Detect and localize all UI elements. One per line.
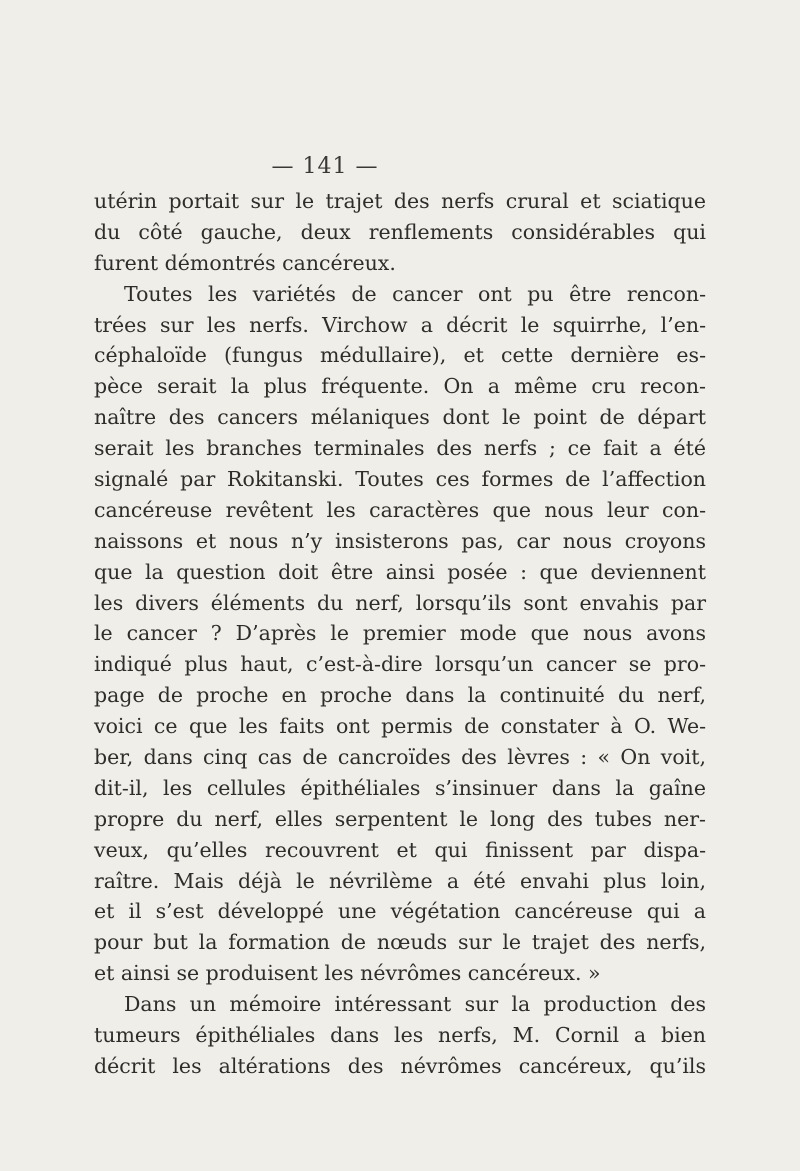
body-text <box>94 186 706 1082</box>
text-line: dit-il, les cellules épithéliales s’insinuer dans la gaîne <box>94 775 706 800</box>
text-line: naître des cancers mélaniques dont le point de départ <box>94 405 706 430</box>
text-line: signalé par Rokitanski. Toutes ces formes de l’affection <box>94 467 706 492</box>
text-line: que la question doit être ainsi posée : que deviennent <box>94 559 706 584</box>
text-line: Toutes les variétés de cancer ont pu être rencon- <box>124 281 706 306</box>
text-line: indiqué plus haut, c’est-à-dire lorsqu’un cancer se pro- <box>94 652 706 677</box>
text-line: ber, dans cinq cas de cancroïdes des lèvres : « On voit, <box>94 745 706 770</box>
text-line: serait les branches terminales des nerfs ; ce fait a été <box>94 436 706 461</box>
text-line: tumeurs épithéliales dans les nerfs, M. Cornil a bien <box>94 1023 706 1048</box>
text-line: et ainsi se produisent les névrômes cancéreux. » <box>94 961 601 986</box>
text-line: utérin portait sur le trajet des nerfs crural et sciatique <box>94 189 706 213</box>
text-line: le cancer ? D’après le premier mode que nous avons <box>94 621 706 646</box>
text-line: céphaloïde (fungus médullaire), et cette dernière es- <box>94 343 706 368</box>
text-line: naissons et nous n’y insisterons pas, car nous croyons <box>94 528 706 553</box>
text-line: voici ce que les faits ont permis de constater à O. We- <box>94 714 706 739</box>
text-line: furent démontrés cancéreux. <box>94 250 396 275</box>
text-line: trées sur les nerfs. Virchow a décrit le squirrhe, l’en- <box>94 312 706 337</box>
text-line: raître. Mais déjà le névrilème a été envahi plus loin, <box>94 868 706 893</box>
text-line: pèce serait la plus fréquente. On a même cru recon- <box>94 374 706 399</box>
text-line: du côté gauche, deux renflements considérables qui <box>94 219 706 244</box>
text-line: cancéreuse revêtent les caractères que nous leur con- <box>94 497 706 522</box>
text-line: les divers éléments du nerf, lorsqu’ils sont envahis par <box>94 590 706 615</box>
text-line: pour but la formation de nœuds sur le trajet des nerfs, <box>94 930 706 955</box>
text-line: propre du nerf, elles serpentent le long des tubes ner- <box>94 806 706 831</box>
text-line: veux, qu’elles recouvrent et qui finissent par dispa- <box>94 837 706 862</box>
text-line: décrit les altérations des névrômes cancéreux, qu’ils <box>94 1053 706 1078</box>
text-line: et il s’est développé une végétation cancéreuse qui a <box>94 899 706 924</box>
page-number-header: — 141 — <box>271 154 379 179</box>
text-line: Dans un mémoire intéressant sur la production des <box>124 992 706 1017</box>
text-line: page de proche en proche dans la continuité du nerf, <box>94 683 706 708</box>
